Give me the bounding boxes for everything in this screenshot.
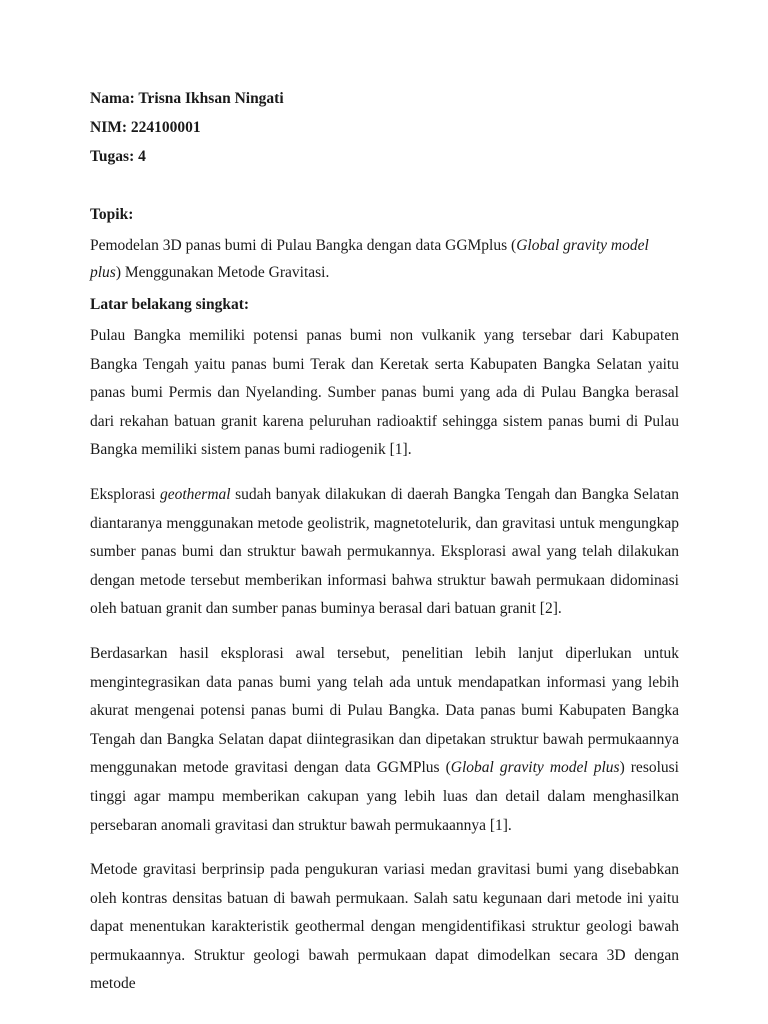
background-paragraph-4: Metode gravitasi berprinsip pada pengukuran variasi medan gravitasi bumi yang disebabkan oleh kontras densitas batuan di bawah permukaan. Salah satu kegunaan dari metode ini yaitu dapat menentukan karakteristik geothermal dengan mengidentifikasi struktur geologi bawah permukaannya. Struktur geologi bawah permukaan dapat dimodelkan secara 3D dengan metode — [90, 861, 679, 993]
background-heading: Latar belakang singkat: — [90, 296, 250, 313]
p3-after: ) resolusi tinggi agar mampu memberikan cakupan yang lebih luas dan detail dalam menghasilkan persebaran anomali gravitasi dan struktur bawah permukaannya [1]. — [90, 759, 679, 834]
student-name: Nama: Trisna Ikhsan Ningati — [90, 90, 284, 107]
topic-heading: Topik: — [90, 206, 134, 223]
p3-before: Berdasarkan hasil eksplorasi awal tersebut, penelitian lebih lanjut diperlukan untuk mengintegrasikan data panas bumi yang telah ada untuk mendapatkan informasi yang lebih akurat mengenai potensi panas bumi di Pulau Bangka. Data panas bumi Kabupaten Bangka Tengah dan Bangka Selatan dapat diintegrasikan dan dipetakan struktur bawah permukaannya menggunakan metode gravitasi dengan data GGMPlus ( — [90, 644, 679, 777]
topic-text — [90, 232, 679, 286]
topic-text-before: Pemodelan 3D panas bumi di Pulau Bangka dengan data GGMplus ( — [90, 237, 517, 254]
p2-after: sudah banyak dilakukan di daerah Bangka Tengah dan Bangka Selatan diantaranya menggunakan metode geolistrik, magnetotelurik, dan gravitasi untuk mengungkap sumber panas bumi dan struktur bawah permukannya. Eksplorasi awal yang telah dilakukan dengan metode tersebut memberikan informasi bahwa struktur bawah permukaan didominasi oleh batuan granit dan sumber panas buminya berasal dari batuan granit [2]. — [90, 485, 680, 618]
topic-text-after: ) Menggunakan Metode Gravitasi. — [115, 264, 330, 281]
background-paragraph-3 — [90, 640, 679, 840]
assignment-number: Tugas: 4 — [90, 148, 146, 165]
p3-italic: Global gravity model plus — [450, 759, 620, 777]
background-paragraph-2 — [90, 481, 679, 624]
p2-italic: geothermal — [159, 485, 231, 503]
student-nim: NIM: 224100001 — [90, 119, 201, 136]
topic-text-italic: Global gravity model plus — [90, 237, 649, 281]
background-paragraph-1: Pulau Bangka memiliki potensi panas bumi non vulkanik yang tersebar dari Kabupaten Bangka Tengah yaitu panas bumi Terak dan Keretak serta Kabupaten Bangka Selatan yaitu panas bumi Permis dan Nyelanding. Sumber panas bumi yang ada di Pulau Bangka berasal dari rekahan batuan granit karena peluruhan radioaktif sehingga sistem panas bumi di Pulau Bangka memiliki sistem panas bumi radiogenik [1]. — [90, 327, 679, 459]
p2-before: Eksplorasi — [90, 485, 160, 503]
